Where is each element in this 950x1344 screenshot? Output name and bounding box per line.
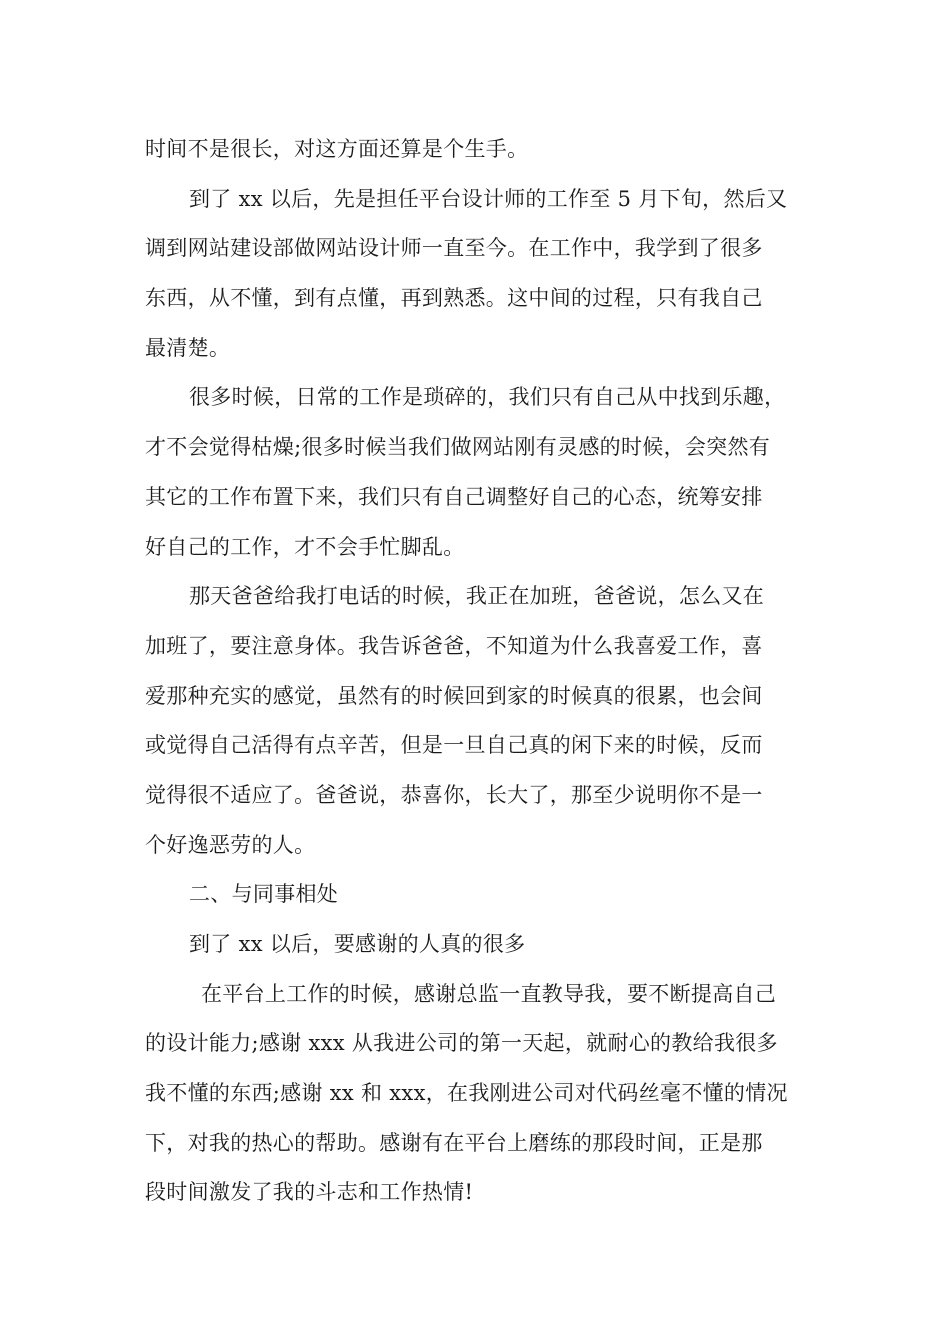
document-body	[145, 125, 825, 1218]
paragraph-first-line: 很多时候，日常的工作是琐碎的，我们只有自己从中找到乐趣，	[189, 385, 786, 410]
text-line: 才不会觉得枯燥;很多时候当我们做网站刚有灵感的时候，会突然有	[145, 435, 771, 460]
text-line: 好自己的工作，才不会手忙脚乱。	[145, 534, 465, 559]
text-line: 下，对我的热心的帮助。感谢有在平台上磨练的那段时间，正是那	[145, 1130, 763, 1155]
text-line: 时间不是很长，对这方面还算是个生手。	[145, 137, 529, 161]
text-line: 加班了，要注意身体。我告诉爸爸，不知道为什么我喜爱工作，喜	[145, 633, 763, 658]
paragraph-first-line: 在平台上工作的时候，感谢总监一直教导我，要不断提高自己	[201, 981, 777, 1006]
text-line: 最清楚。	[145, 335, 231, 360]
paragraph-first-line: 那天爸爸给我打电话的时候，我正在加班，爸爸说，怎么又在	[189, 584, 765, 609]
text-line: 东西，从不懂，到有点懂，再到熟悉。这中间的过程，只有我自己	[145, 286, 763, 311]
text-line: 爱那种充实的感觉，虽然有的时候回到家的时候真的很累，也会间	[145, 683, 763, 708]
text-line: 的设计能力;感谢 xxx 从我进公司的第一天起，就耐心的教给我很多	[145, 1031, 778, 1056]
paragraph-first-line: 到了 xx 以后，先是担任平台设计师的工作至 5 月下旬，然后又	[189, 186, 788, 211]
text-line: 个好逸恶劳的人。	[145, 832, 316, 857]
text-line: 段时间激发了我的斗志和工作热情!	[145, 1180, 474, 1205]
section-heading: 二、与同事相处	[189, 882, 339, 907]
text-line: 或觉得自己活得有点辛苦，但是一旦自己真的闲下来的时候，反而	[145, 733, 763, 758]
text-line: 调到网站建设部做网站设计师一直至今。在工作中，我学到了很多	[145, 236, 763, 261]
text-line: 我不懂的东西;感谢 xx 和 xxx，在我刚进公司对代码丝毫不懂的情况	[145, 1081, 788, 1106]
text-line: 其它的工作布置下来，我们只有自己调整好自己的心态，统筹安排	[145, 484, 763, 509]
text-line: 觉得很不适应了。爸爸说，恭喜你，长大了，那至少说明你不是一	[145, 782, 763, 807]
paragraph-first-line: 到了 xx 以后，要感谢的人真的很多	[189, 932, 526, 956]
